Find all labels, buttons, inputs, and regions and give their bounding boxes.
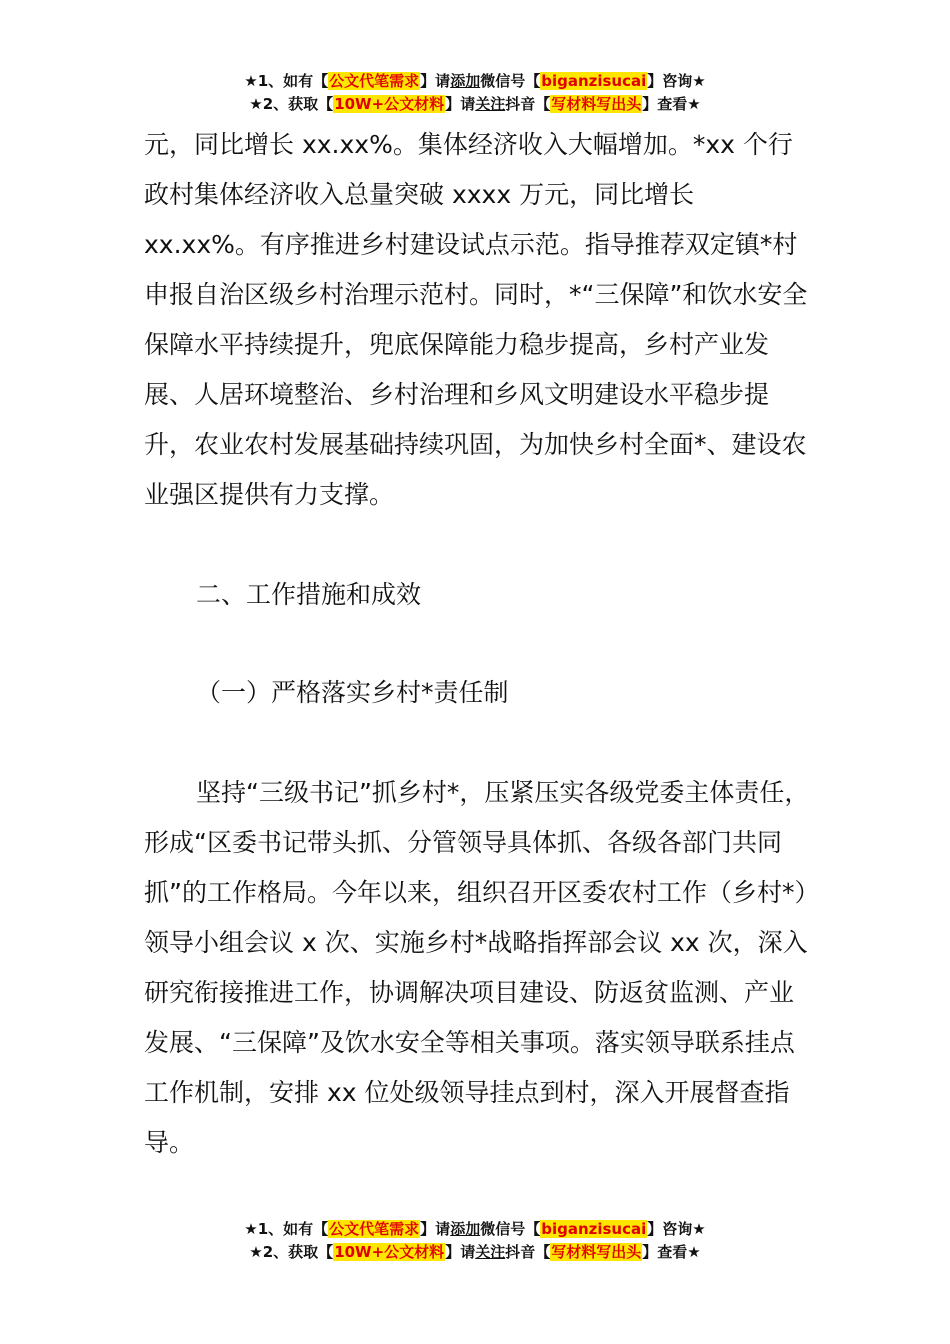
banner-text: 微信号【 [480, 72, 541, 90]
banner-line-2 [0, 1241, 950, 1264]
banner-text: 】请 [420, 1220, 451, 1238]
banner-text: 】咨询★ [647, 72, 706, 90]
banner-text: 】咨询★ [647, 1220, 706, 1238]
banner-text: 】请 [420, 72, 451, 90]
banner-underline: 关注 [475, 95, 506, 113]
paragraph-1: 元，同比增长 xx.xx%。集体经济收入大幅增加。*xx 个行政村集体经济收入总量突破 xxxx 万元，同比增长 xx.xx%。有序推进乡村建设试点示范。指导推荐双定镇*村申报自治区级乡村治理示范村。同时，*“三保障”和饮水安全保障水平持续提升，兜底保障能力稳步提高，乡村产业发展、人居环境整治、乡村治理和乡风文明建设水平稳步提升，农业农村发展基础持续巩固，为加快乡村全面*、建设农业强区提供有力支撑。 [144, 130, 808, 509]
subsection-heading: （一）严格落实乡村*责任制 [196, 678, 509, 707]
banner-text: 抖音【 [505, 95, 551, 113]
banner-highlight: 写材料写出头 [551, 95, 642, 113]
banner-underline: 添加 [450, 1220, 481, 1238]
banner-text: 】查看★ [642, 95, 701, 113]
banner-text: ★2、获取【 [249, 1243, 334, 1261]
banner-highlight: biganzisucai [541, 72, 647, 90]
body-section-1 [144, 120, 812, 520]
paragraph-2: 坚持“三级书记”抓乡村*，压紧压实各级党委主体责任，形成“区委书记带头抓、分管领导具体抓、各级各部门共同抓”的工作格局。今年以来，组织召开区委农村工作（乡村*）领导小组会议 x 次、实施乡村*战略指挥部会议 xx 次，深入研究衔接推进工作，协调解决项目建设、防返贫监测、产业发展、“三保障”及饮水安全等相关事项。落实领导联系挂点工作机制，安排 xx 位处级领导挂点到村，深入开展督查指导。 [144, 778, 810, 1157]
banner-highlight: biganzisucai [541, 1220, 647, 1238]
banner-text: 微信号【 [480, 1220, 541, 1238]
banner-text: 】查看★ [642, 1243, 701, 1261]
banner-highlight: 公文代笔需求 [329, 72, 420, 90]
banner-highlight: 写材料写出头 [551, 1243, 642, 1261]
banner-text: 】请 [445, 95, 476, 113]
banner-underline: 关注 [475, 1243, 506, 1261]
banner-highlight: 公文代笔需求 [329, 1220, 420, 1238]
banner-line-1 [0, 1218, 950, 1241]
banner-text: 抖音【 [505, 1243, 551, 1261]
banner-underline: 添加 [450, 72, 481, 90]
banner-line-2 [0, 93, 950, 116]
bottom-banner [0, 1218, 950, 1264]
banner-text: 】请 [445, 1243, 476, 1261]
top-banner [0, 70, 950, 116]
body-section-2 [144, 768, 812, 1168]
banner-text: ★1、如有【 [244, 72, 329, 90]
banner-highlight: 10W+公文材料 [334, 95, 445, 113]
banner-text: ★2、获取【 [249, 95, 334, 113]
section-heading: 二、工作措施和成效 [196, 580, 422, 609]
banner-highlight: 10W+公文材料 [334, 1243, 445, 1261]
banner-line-1 [0, 70, 950, 93]
banner-text: ★1、如有【 [244, 1220, 329, 1238]
